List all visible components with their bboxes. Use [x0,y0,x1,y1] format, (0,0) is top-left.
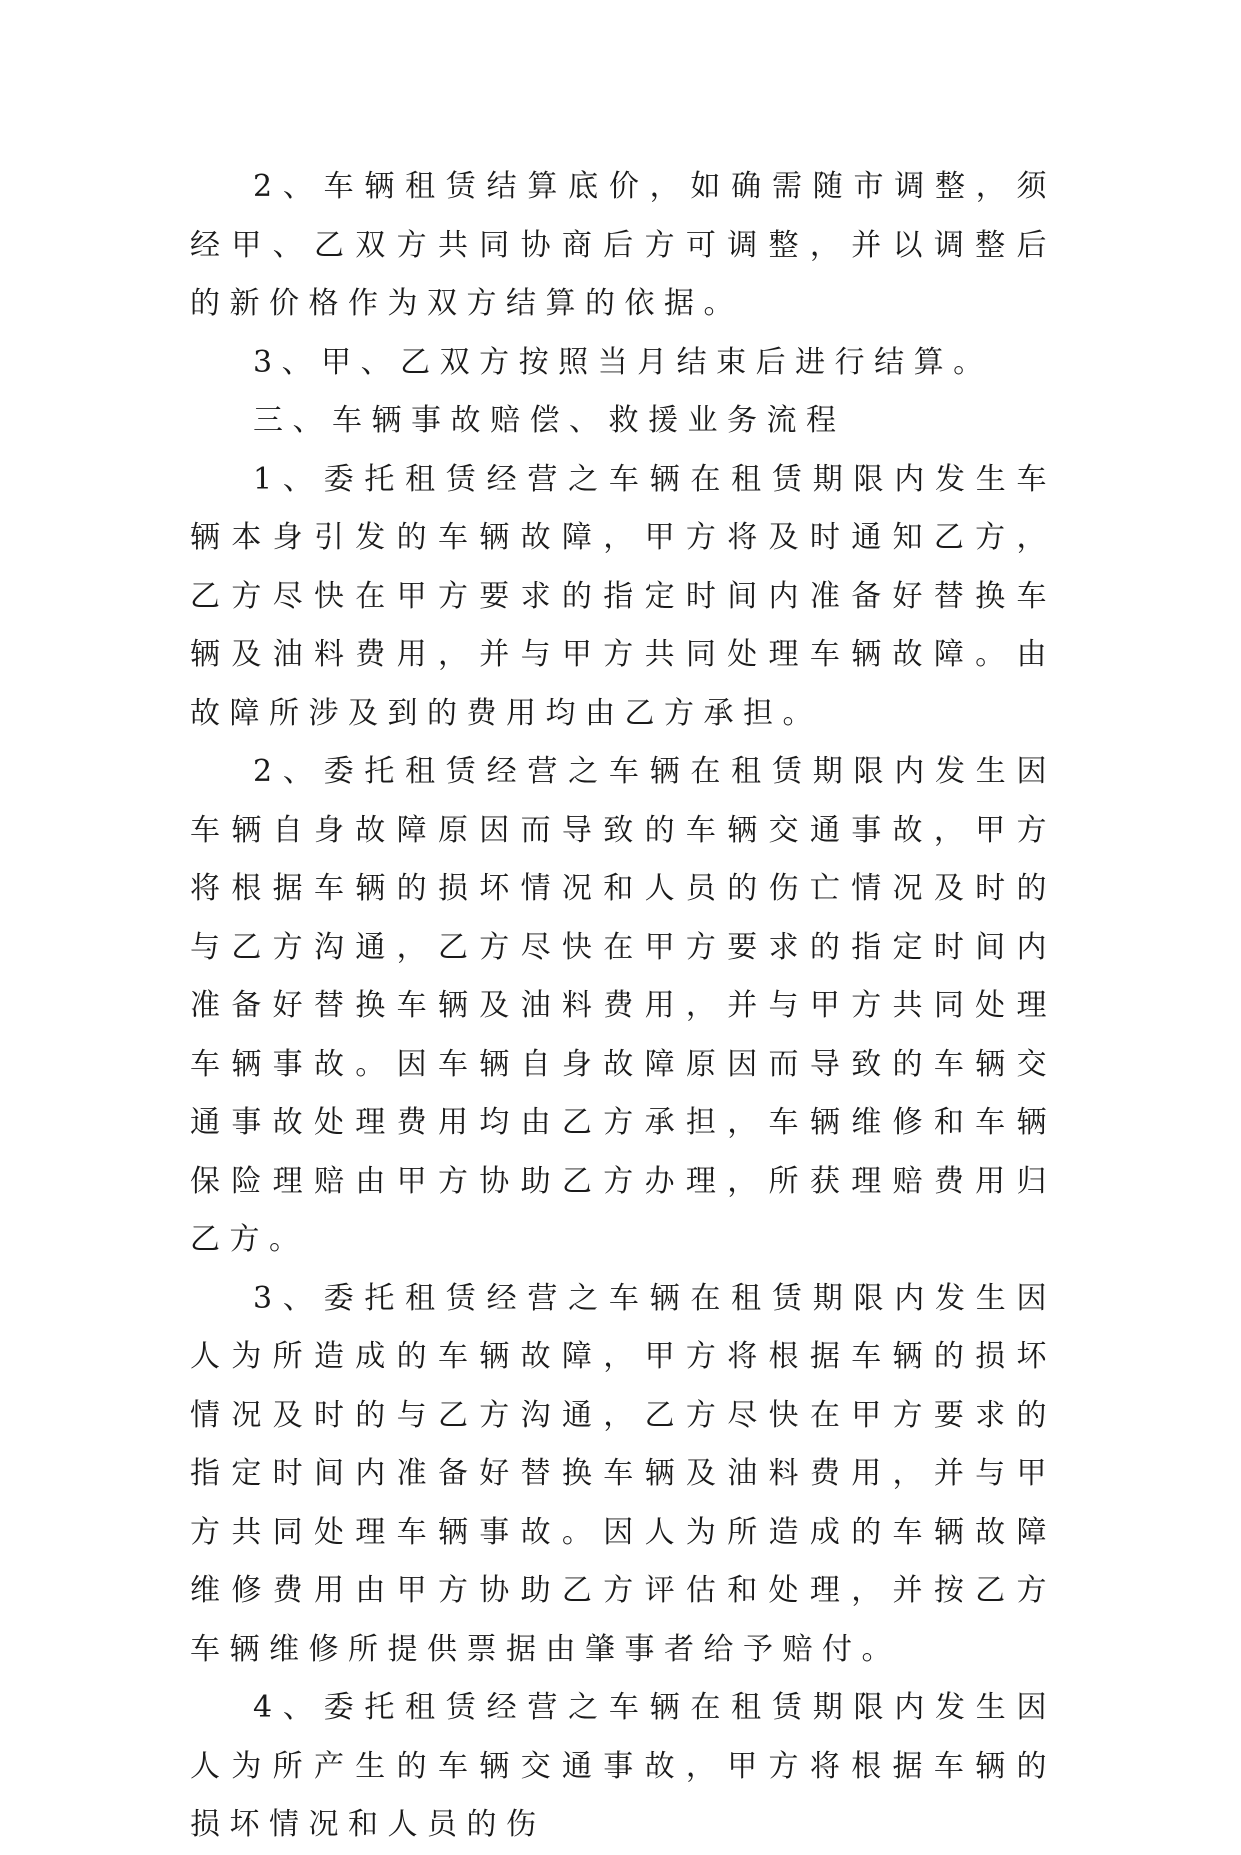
paragraph-vehicle-fault: 1、委托租赁经营之车辆在租赁期限内发生车辆本身引发的车辆故障，甲方将及时通知乙方，乙方尽快在甲方要求的指定时间内准备好替换车辆及油料费用，并与甲方共同处理车辆故障。由故障所涉及到的费用均由乙方承担。 [190,461,1056,731]
section-heading-accident-compensation: 三、车辆事故赔偿、救援业务流程 [253,403,846,438]
paragraph-self-fault-accident: 2、委托租赁经营之车辆在租赁期限内发生因车辆自身故障原因而导致的车辆交通事故，甲方将根据车辆的损坏情况和人员的伤亡情况及时的与乙方沟通，乙方尽快在甲方要求的指定时间内准备好替换车辆及油料费用，并与甲方共同处理车辆事故。因车辆自身故障原因而导致的车辆交通事故处理费用均由乙方承担，车辆维修和车辆保险理赔由甲方协助乙方办理，所获理赔费用归乙方。 [190,754,1056,1257]
paragraph-monthly-settlement: 3、甲、乙双方按照当月结束后进行结算。 [253,344,993,380]
paragraph-settlement-price: 2、车辆租赁结算底价，如确需随市调整，须经甲、乙双方共同协商后方可调整，并以调整后的新价格作为双方结算的依据。 [190,169,1056,321]
paragraph-human-caused-fault: 3、委托租赁经营之车辆在租赁期限内发生因人为所造成的车辆故障，甲方将根据车辆的损坏情况及时的与乙方沟通，乙方尽快在甲方要求的指定时间内准备好替换车辆及油料费用，并与甲方共同处理车辆事故。因人为所造成的车辆故障维修费用由甲方协助乙方评估和处理，并按乙方车辆维修所提供票据由肇事者给予赔付。 [190,1280,1056,1667]
paragraph-human-caused-accident: 4、委托租赁经营之车辆在租赁期限内发生因人为所产生的车辆交通事故，甲方将根据车辆的损坏情况和人员的伤 [190,1690,1056,1842]
document-page [190,158,1056,1855]
